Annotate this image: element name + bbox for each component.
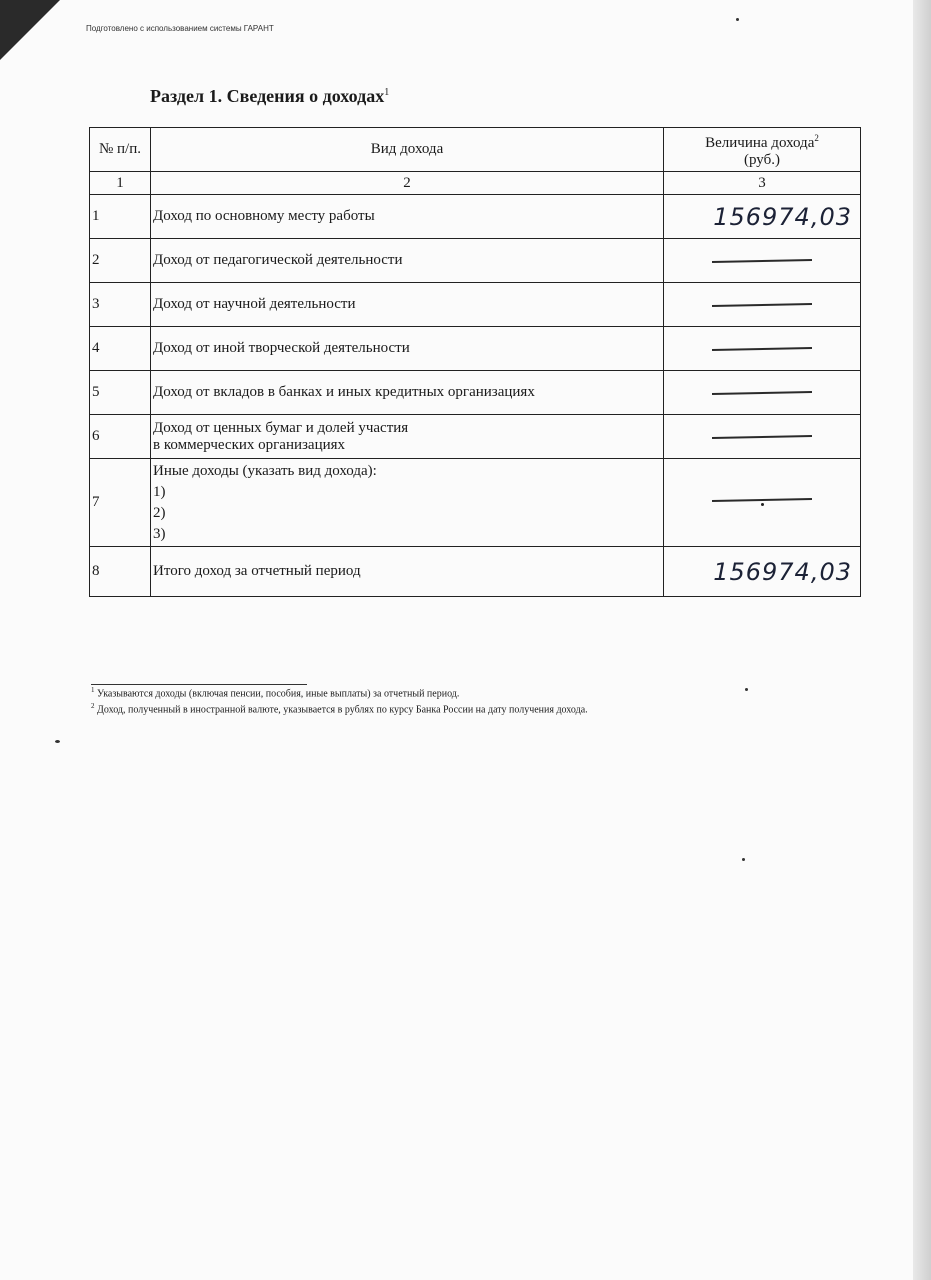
table-row — [90, 459, 861, 547]
column-number-row — [90, 172, 861, 195]
row-sub-item: 1) — [153, 483, 166, 500]
section-title-text: Раздел 1. Сведения о доходах — [150, 86, 385, 106]
table-row — [90, 195, 861, 239]
row-number: 1 — [90, 195, 151, 239]
header-no: № п/п. — [90, 128, 151, 172]
table-row — [90, 283, 861, 327]
row-value — [664, 415, 861, 459]
scan-speck — [742, 858, 745, 861]
table-row — [90, 371, 861, 415]
header-value — [664, 128, 861, 172]
footnote-mark: 2 — [91, 702, 95, 710]
row-kind: Доход от иной творческой деятельности — [151, 327, 664, 371]
footnote-divider — [91, 684, 307, 685]
scan-speck — [736, 18, 739, 21]
column-number: 1 — [90, 172, 151, 195]
row-value — [664, 327, 861, 371]
row-kind: Доход по основному месту работы — [151, 195, 664, 239]
row-kind — [151, 459, 664, 547]
table-row — [90, 239, 861, 283]
handwritten-dash — [712, 258, 812, 262]
table-row — [90, 415, 861, 459]
handwritten-dash — [712, 434, 812, 438]
footnote-1 — [91, 686, 459, 699]
handwritten-dash — [712, 302, 812, 306]
row-sub-item: 3) — [153, 525, 166, 542]
handwritten-amount: 156974,03 — [713, 202, 852, 231]
handwritten-dash — [712, 498, 812, 502]
header-value-unit: (руб.) — [744, 152, 780, 168]
row-number: 3 — [90, 283, 151, 327]
footnote-2 — [91, 702, 588, 715]
income-table — [89, 127, 861, 597]
row-kind-line: Иные доходы (указать вид дохода): — [153, 462, 377, 479]
row-kind: Доход от научной деятельности — [151, 283, 664, 327]
row-sub-item: 2) — [153, 504, 166, 521]
table-row — [90, 327, 861, 371]
header-kind: Вид дохода — [151, 128, 664, 172]
row-value — [664, 459, 861, 547]
section-title — [150, 86, 389, 107]
handwritten-dash — [712, 346, 812, 350]
handwritten-total: 156974,03 — [713, 557, 852, 586]
row-number: 5 — [90, 371, 151, 415]
row-kind: Доход от педагогической деятельности — [151, 239, 664, 283]
ink-dot — [761, 503, 764, 506]
footnote-text: Указываются доходы (включая пенсии, пособия, иные выплаты) за отчетный период. — [97, 688, 460, 700]
footnote-text: Доход, полученный в иностранной валюте, указывается в рублях по курсу Банка России на дату получения дохода. — [97, 704, 588, 716]
scan-speck — [55, 740, 60, 743]
header-value-label: Величина дохода — [705, 135, 815, 151]
row-number: 8 — [90, 547, 151, 597]
row-kind-line: Доход от ценных бумаг и долей участия — [153, 419, 409, 436]
column-number: 3 — [664, 172, 861, 195]
header-value-footnote-mark: 2 — [814, 133, 819, 143]
scan-speck — [745, 688, 748, 691]
handwritten-dash — [712, 390, 812, 394]
section-title-footnote-mark: 1 — [384, 87, 390, 98]
row-value — [664, 195, 861, 239]
row-kind: Итого доход за отчетный период — [151, 547, 664, 597]
scan-corner-shadow — [0, 0, 60, 60]
row-kind — [151, 415, 664, 459]
garant-header-note: Подготовлено с использованием системы ГАРАНТ — [86, 24, 274, 33]
row-kind-line: в коммерческих организациях — [153, 436, 346, 453]
row-kind: Доход от вкладов в банках и иных кредитных организациях — [151, 371, 664, 415]
footnote-mark: 1 — [91, 686, 95, 694]
row-value — [664, 283, 861, 327]
column-number: 2 — [151, 172, 664, 195]
table-row — [90, 547, 861, 597]
row-value — [664, 239, 861, 283]
table-header-row — [90, 128, 861, 172]
row-number: 6 — [90, 415, 151, 459]
row-number: 7 — [90, 459, 151, 547]
row-value — [664, 547, 861, 597]
row-number: 4 — [90, 327, 151, 371]
row-number: 2 — [90, 239, 151, 283]
row-value — [664, 371, 861, 415]
scan-page-edge — [913, 0, 931, 1280]
